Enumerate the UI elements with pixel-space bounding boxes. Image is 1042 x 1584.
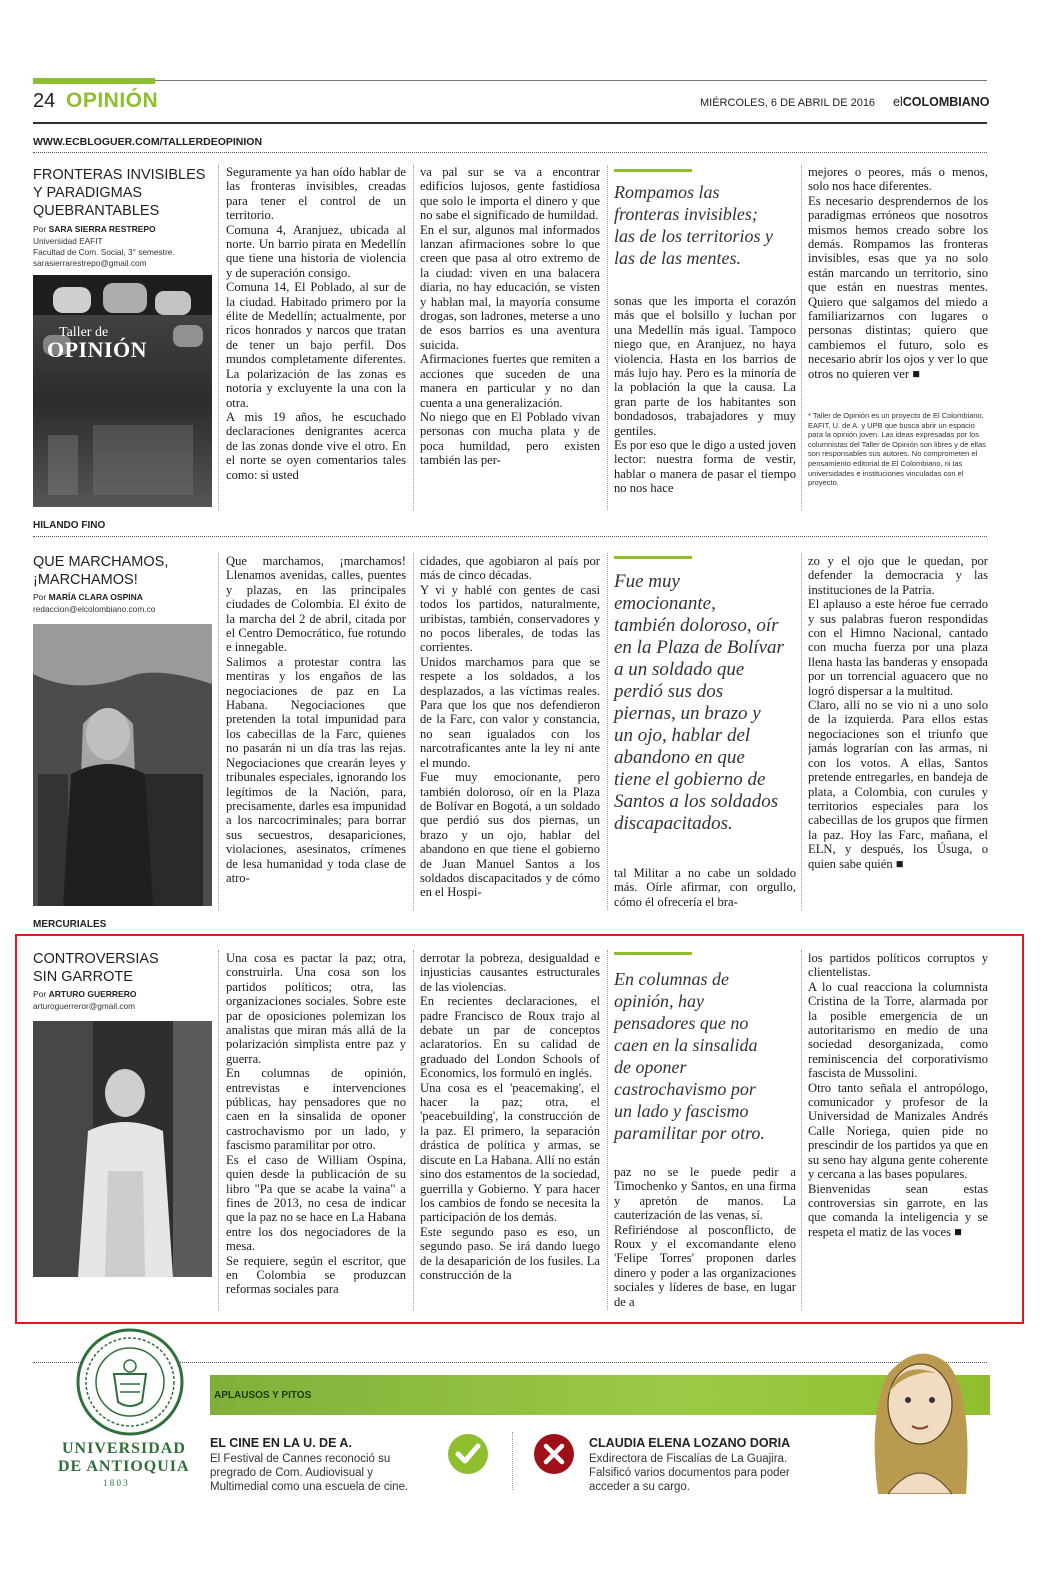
article2-column-2: cidades, que agobiaron al país por más de cinco décadas. Y vi y hablé con gentes de casi todos los partidos, naturalmente, uribistas, también, conservadores y no pocos liberales, de todas las corrientes. Unidos marchamos para que se respete a los soldados, a los desplazados, a las víctimas reales. Para que los que nos defendieron de la Farc, con valor y constancia, no sean igualados con los narcotraficantes ante la ley ni ante el mundo. Fue muy emocionante, pero también doloroso, oír en la Plaza de Bolívar en Bogotá, a un soldado que perdió sus dos piernas, un brazo y un ojo, hablar del abandono en que tiene el gobierno de Juan Manuel Santos a los soldados discapacitados y de cómo en el Hospi-	[420, 554, 600, 900]
article3-author-photo	[33, 1021, 212, 1277]
section-label-mercuriales: MERCURIALES	[33, 919, 107, 930]
seal-icon	[74, 1326, 186, 1438]
article2-pullquote: Fue muy emocionante, también doloroso, oír en la Plaza de Bolívar a un soldado que perdió sus dos piernas, un brazo y un ojo, hablar del abandono en que tiene el gobierno de Santos a los soldados discapacitados.	[614, 571, 784, 834]
article3-title: CONTROVERSIAS SIN GARROTE	[33, 951, 159, 985]
divider-a2-4	[801, 553, 802, 910]
article3-column-3: paz no se le puede pedir a Timochenko y Santos, en una firma y apretón de manos. La cauterización de las venas, sí. Refiriéndose al posconflicto, de Roux y el excomandante eleno 'Felipe Torres' proponen darles dinero y poder a las organizaciones sociales y líderes de base, en lugar de a	[614, 1165, 796, 1309]
university-name-line2: DE ANTIOQUIA	[58, 1458, 190, 1475]
header-accent-bar	[33, 78, 155, 84]
article3-author: ARTURO GUERRERO	[48, 989, 137, 999]
applause-check-icon	[446, 1432, 490, 1476]
author-portrait-graphic-2	[33, 1021, 212, 1277]
article3-author-prefix: Por	[33, 989, 47, 999]
article1-column-2: va pal sur se va a encontrar edificios lujosos, gente fastidiosa que solo le importa el dinero y que no sabe el significado de humildad. En el sur, algunos mal informados lanzan afirmaciones sobre lo que creen que pasa al otro extremo de la ciudad: viven en una balacera diaria, no hay educación, se visten y hablan mal, la mayoría consume drogas, son ladrones, meterse a uno de esos barrios es una aventura suicida. Afirmaciones fuertes que remiten a acciones que suceden de una manera en particular y no dan cuenta a una generalización. No niego que en El Poblado vivan personas con mucha plata y de poca humildad, pero existen también las per-	[420, 165, 600, 468]
article2-quote-bar	[614, 556, 692, 559]
pito-text: Exdirectora de Fiscalías de La Guajira. Falsificó varios documentos para poder acceder a su cargo.	[589, 1453, 790, 1493]
check-icon	[446, 1432, 490, 1476]
divider-a2-1	[218, 553, 219, 910]
divider-a2-3	[607, 553, 608, 910]
divider-a3-1	[218, 950, 219, 1310]
author-portrait-graphic	[33, 624, 212, 906]
blog-url[interactable]: WWW.ECBLOGUER.COM/TALLERDEOPINION	[33, 136, 263, 148]
taller-logo-image	[33, 275, 212, 507]
article1-title: FRONTERAS INVISIBLES Y PARADIGMAS QUEBRANTABLES	[33, 167, 206, 219]
paper-prefix: el	[893, 95, 903, 109]
header-top-rule	[155, 80, 987, 81]
section-title: OPINIÓN	[66, 89, 159, 112]
article2-column-1: Que marchamos, ¡marchamos! Llenamos avenidas, calles, puentes y plazas, en las principales ciudades de Colombia. El éxito de la marcha del 2 de abril, citada por el Centro Democrático, fue rotundo e innegable. Salimos a protestar contra las mentiras y los engaños de las negociaciones de paz en La Habana. Negociaciones que pretenden la total impunidad para los cabecillas de la Farc, quienes no pasarán ni un día tras las rejas. Negociaciones que crearán leyes y tribunales especiales, ignorando los legítimos de la Nación, para, precisamente, darles esa impunidad a los narcocriminales; para borrar sus secuestros, desapariciones, violaciones, asesinatos, crímenes de lesa humanidad y toda clase de atro-	[226, 554, 406, 885]
article1-author-prefix: Por	[33, 224, 47, 234]
article1-author: SARA SIERRA RESTREPO	[48, 224, 156, 234]
applause-text: El Festival de Cannes reconoció su pregrado de Com. Audiovisual y Multimedial como una escuela de cine.	[210, 1453, 409, 1493]
article3-quote-bar	[614, 952, 692, 955]
article3-column-1: Una cosa es pactar la paz; otra, construirla. Una cosa son los partidos políticos; otra, las organizaciones sociales. Sobre este par de oposiciones polemizan los analistas que miran más allá de la polarización simplista entre paz y guerra. En columnas de opinión, entrevistas e intervenciones públicas, hay pensadores que no caen en la sinsalida de oponer castrochavismo por un lado, y fascismo paramilitar por otro. Es el caso de William Ospina, quien desde la publicación de su libro "Pa que se acabe la vaina" a fines de 2013, no cesa de indicar que la paz no se hace en La Habana entre los dos negociadores de la mesa. Se requiere, según el escritor, que en Colombia se produzcan reformas sociales para	[226, 951, 406, 1297]
divider-a3-3	[607, 950, 608, 1310]
footer-divider	[512, 1432, 513, 1490]
article1-byline	[33, 224, 156, 234]
caricature-portrait	[848, 1334, 988, 1494]
article3-byline	[33, 989, 136, 999]
page-number: 24	[33, 90, 56, 112]
taller-logo-line2: OPINIÓN	[47, 337, 148, 362]
article3-column-4: los partidos políticos corruptos y clientelistas. A lo cual reacciona la columnista Cristina de la Torre, alarmada por la posible emergencia de un autoritarismo en medio de una sociedad desorganizada, como reminiscencia del corporativismo fascista de Mussolini. Otro tanto señala el antropólogo, comunicador y profesor de la Universidad de Manizales Andrés Calle Noriega, quien pide no prescindir de los partidos ya que en su seno hay alguna gente coherente y cercana a las bases populares. Bienvenidas sean estas controversias sin garrote, en las que comanda la inteligencia y se respeta el matiz de las voces ■	[808, 951, 988, 1239]
divider-a2-2	[413, 553, 414, 910]
divider-a3-4	[801, 950, 802, 1310]
taller-logo-line1: Taller de	[59, 325, 109, 340]
divider-a1-3	[607, 165, 608, 510]
article2-author-photo	[33, 624, 212, 906]
speech-bubbles-graphic	[33, 275, 212, 507]
article1-affiliation: Universidad EAFIT Facultad de Com. Social, 3° semestre. sarasierrarestrepo@gmail.com	[33, 236, 175, 268]
article1-footnote: * Taller de Opinión es un proyecto de El Colombiano, EAFIT, U. de A. y UPB que busca abrir un espacio para la opinión joven. Las ideas expresadas por los columnistas del Taller de Opinión son libres y de ellas son responsables sus autores. No comprometen el pensamiento editorial de El Colombiano, ni las universidades e instituciones vinculadas con el proyecto.	[808, 411, 986, 488]
university-seal	[74, 1326, 186, 1438]
article1-quote-bar	[614, 169, 692, 172]
article1-column-3: sonas que les importa el corazón más que el bolsillo y luchan por una Medellín más igual. Tampoco niego que, en Aranjuez, no haya violencia. Hasta en los barrios de más lujo hay. Pero es la minoría de la población la que la causa. La gran parte de los habitantes son bondadosos, trabajadores y muy gentiles. Es por eso que le digo a usted joven lector: nuestra forma de vestir, hablar o manera de pasar el tiempo no nos hace	[614, 294, 796, 496]
header-bottom-rule	[33, 122, 987, 124]
pito-title: CLAUDIA ELENA LOZANO DORIA	[589, 1436, 791, 1450]
article1-column-4: mejores o peores, más o menos, solo nos hace diferentes. Es necesario desprendernos de los paradigmas erróneos que nosotros mismos hemos creado sobre los demás. Rompamos las fronteras invisibles, esas que ya no solo están marcando un territorio, sino que están en nuestras mentes. Quiero que salgamos del miedo a familiarizarnos con lugares o personas distintas; quiero que cambiemos el futuro, solo es necesario abrir los ojos y ver lo que otros no quieren ver ■	[808, 165, 988, 381]
article2-byline	[33, 592, 143, 602]
article2-column-4: zo y el ojo que le quedan, por defender la democracia y las instituciones de la Patria. El aplauso a este héroe fue cerrado y sus palabras fueron respondidas con el Himno Nacional, cantado con mucha fuerza por una plaza llena hasta las banderas y ensopada por un torrencial aguacero que no logró dispersar a la multitud. Claro, allí no se vio ni a uno solo de la izquierda. Para ellos estas negociaciones son el triunfo que jamás lograrían con las armas, ni con los votos. A ellas, Santos pretende entregarles, en bandeja de plata, a Colombia, con curules y territorios especiales para los cabecillas de los grupos que firmen la paz. Hoy las Farc, mañana, el ELN, y después, los Úsuga, o quien sabe quién ■	[808, 554, 988, 871]
university-year: 1 8 0 3	[103, 1478, 128, 1488]
article2-author: MARÍA CLARA OSPINA	[48, 592, 143, 602]
article3-affiliation: arturoguerreror@gmail.com	[33, 1001, 136, 1011]
applause-title: EL CINE EN LA U. DE A.	[210, 1436, 352, 1450]
url-divider	[33, 152, 987, 153]
aplausos-band-label: APLAUSOS Y PITOS	[214, 1390, 312, 1401]
cross-icon	[532, 1432, 576, 1476]
paper-title: COLOMBIANO	[902, 95, 990, 109]
article2-title: QUE MARCHAMOS, ¡MARCHAMOS!	[33, 554, 169, 588]
divider-a3-2	[413, 950, 414, 1310]
article2-column-3: tal Militar a no cabe un soldado más. Oírle afirmar, con orgullo, cómo él ofrecería el bra-	[614, 866, 796, 909]
university-name-line1: UNIVERSIDAD	[62, 1440, 186, 1457]
section-label-hilando-fino: HILANDO FINO	[33, 520, 106, 531]
divider-a1-1	[218, 165, 219, 510]
issue-date: MIÉRCOLES, 6 DE ABRIL DE 2016	[700, 97, 876, 109]
article1-column-1: Seguramente ya han oído hablar de las fronteras invisibles, creadas para tener el control de un territorio. Comuna 4, Aranjuez, ubicada al norte. Un barrio pirata en Medellín que tiene una historia de violencia y de superación consigo. Comuna 14, El Poblado, al sur de la ciudad. Habitado primero por la élite de Medellín; actualmente, por ricos honrados y narcos que tratan de tener un bajo perfil. Dos mundos completamente diferentes. La polarización de las zonas es notoria y excluyente la una con la otra. A mis 19 años, he escuchado declaraciones denigrantes acerca de las zonas donde vive el otro. En el norte se oyen comentarios tales como: si usted	[226, 165, 406, 482]
article2-affiliation: redaccion@elcolombiano.com.co	[33, 604, 156, 614]
article3-pullquote: En columnas de opinión, hay pensadores que no caen en la sinsalida de oponer castrochavismo por un lado y fascismo paramilitar por otro.	[614, 969, 765, 1143]
portrait-illustration	[848, 1334, 988, 1494]
section2-divider	[33, 536, 987, 537]
article3-column-2: derrotar la pobreza, desigualdad e injusticias causantes estructurales de las violencias. En recientes declaraciones, el padre Francisco de Roux trajo al debate un par de conceptos aclaratorios. En su calidad de graduado del London Schools of Economics, los formuló en inglés. Una cosa es el 'peacemaking', el hacer la paz; otra, el 'peacebuilding', la construcción de la paz. El primero, la separación drástica de política y armas, se discute en La Habana. Allí no están sino dos estamentos de la sociedad, guerrilla y Gobierno. Y para hacer los cambios de fondo se necesita la participación de los demás. Este segundo paso es eso, un segundo paso. Se irá dando luego de la desaparición de los fusiles. La construcción de la	[420, 951, 600, 1282]
pito-cross-icon	[532, 1432, 576, 1476]
divider-a1-2	[413, 165, 414, 510]
article1-pullquote: Rompamos las fronteras invisibles; las de los territorios y las de las mentes.	[614, 182, 774, 268]
divider-a1-4	[801, 165, 802, 510]
article2-author-prefix: Por	[33, 592, 47, 602]
paper-name	[893, 95, 990, 109]
